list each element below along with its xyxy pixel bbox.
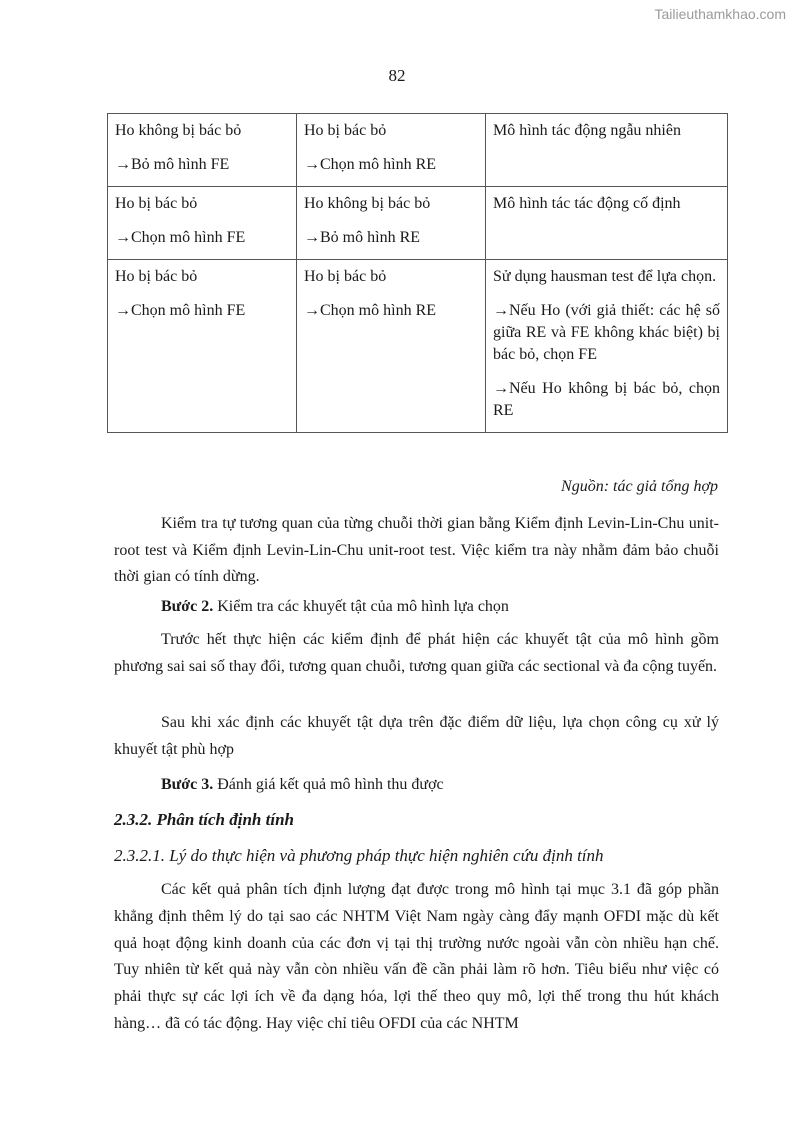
cell-text: Mô hình tác tác động cố định	[493, 195, 681, 212]
step-3-label: Bước 3.	[161, 776, 214, 793]
cell-text: →Chọn mô hình FE	[115, 302, 246, 319]
cell-text: Ho bị bác bỏ	[115, 268, 198, 285]
page-number: 82	[388, 66, 406, 85]
step-2-text: Kiểm tra các khuyết tật của mô hình lựa chọn	[213, 598, 509, 615]
table-cell	[486, 260, 728, 433]
step-3-heading	[114, 772, 719, 799]
paragraph-qualitative	[114, 877, 719, 1038]
cell-text: Mô hình tác động ngẫu nhiên	[493, 122, 681, 139]
table-cell	[108, 114, 297, 187]
table-cell	[108, 260, 297, 433]
step-2-heading	[114, 594, 719, 621]
step-3-text: Đánh giá kết quả mô hình thu được	[213, 776, 444, 793]
paragraph-defect-tools	[114, 710, 719, 763]
table-row	[108, 187, 728, 260]
paragraph-text: Trước hết thực hiện các kiểm định để phát hiện các khuyết tật của mô hình gồm phương sai sai số thay đổi, tương quan chuỗi, tương quan giữa các sectional và đa cộng tuyến.	[114, 631, 719, 675]
paragraph-defect-tests	[114, 627, 719, 680]
paragraph-stationarity	[114, 511, 719, 591]
table-source-caption: Nguồn: tác giả tổng hợp	[561, 478, 718, 495]
table-cell	[108, 187, 297, 260]
cell-text: Ho không bị bác bỏ	[304, 195, 431, 212]
cell-text: Ho bị bác bỏ	[115, 195, 198, 212]
cell-text: Ho bị bác bỏ	[304, 122, 387, 139]
paragraph-text: Các kết quả phân tích định lượng đạt được trong mô hình tại mục 3.1 đã góp phần khẳng định thêm lý do tại sao các NHTM Việt Nam ngày càng đẩy mạnh OFDI mặc dù kết quả hoạt động kinh doanh của các đơn vị tại thị trường nước ngoài vẫn còn nhiều hạn chế. Tuy nhiên từ kết quả này vẫn còn nhiều vấn đề cần phải làm rõ hơn. Tiêu biểu như việc có phải thực sự các lợi ích về đa dạng hóa, lợi thế theo quy mô, lợi thế trong thu hút khách hàng… đã có tác động. Hay việc chỉ tiêu OFDI của các NHTM	[114, 881, 719, 1032]
cell-text: →Chọn mô hình FE	[115, 229, 246, 246]
paragraph-text: Sau khi xác định các khuyết tật dựa trên đặc điểm dữ liệu, lựa chọn công cụ xử lý khuyết tật phù hợp	[114, 714, 719, 758]
cell-text: →Bỏ mô hình RE	[304, 229, 421, 246]
table-row	[108, 260, 728, 433]
cell-text: Sử dụng hausman test để lựa chọn.	[493, 268, 717, 285]
cell-text: →Chọn mô hình RE	[304, 156, 437, 173]
cell-text: →Nếu Ho không bị bác bỏ, chọn RE	[493, 380, 720, 419]
model-selection-table	[107, 113, 728, 433]
table-cell	[486, 114, 728, 187]
table-cell	[297, 187, 486, 260]
cell-text: →Nếu Ho (với giả thiết: các hệ số giữa RE và FE không khác biệt) bị bác bỏ, chọn FE	[493, 302, 720, 363]
watermark: Tailieuthamkhao.com	[654, 6, 786, 22]
table-cell	[297, 260, 486, 433]
table-cell	[297, 114, 486, 187]
cell-text: →Chọn mô hình RE	[304, 302, 437, 319]
cell-text: Ho không bị bác bỏ	[115, 122, 242, 139]
cell-text: →Bỏ mô hình FE	[115, 156, 230, 173]
subsection-heading: 2.3.2.1. Lý do thực hiện và phương pháp thực hiện nghiên cứu định tính	[114, 846, 604, 865]
cell-text: Ho bị bác bỏ	[304, 268, 387, 285]
paragraph-text: Kiểm tra tự tương quan của từng chuỗi thời gian bằng Kiểm định Levin-Lin-Chu unit-root test và Kiểm định Levin-Lin-Chu unit-root test. Việc kiểm tra này nhằm đảm bảo chuỗi thời gian có tính dừng.	[114, 515, 719, 585]
section-heading: 2.3.2. Phân tích định tính	[114, 810, 294, 829]
table-cell	[486, 187, 728, 260]
step-2-label: Bước 2.	[161, 598, 214, 615]
table-row	[108, 114, 728, 187]
